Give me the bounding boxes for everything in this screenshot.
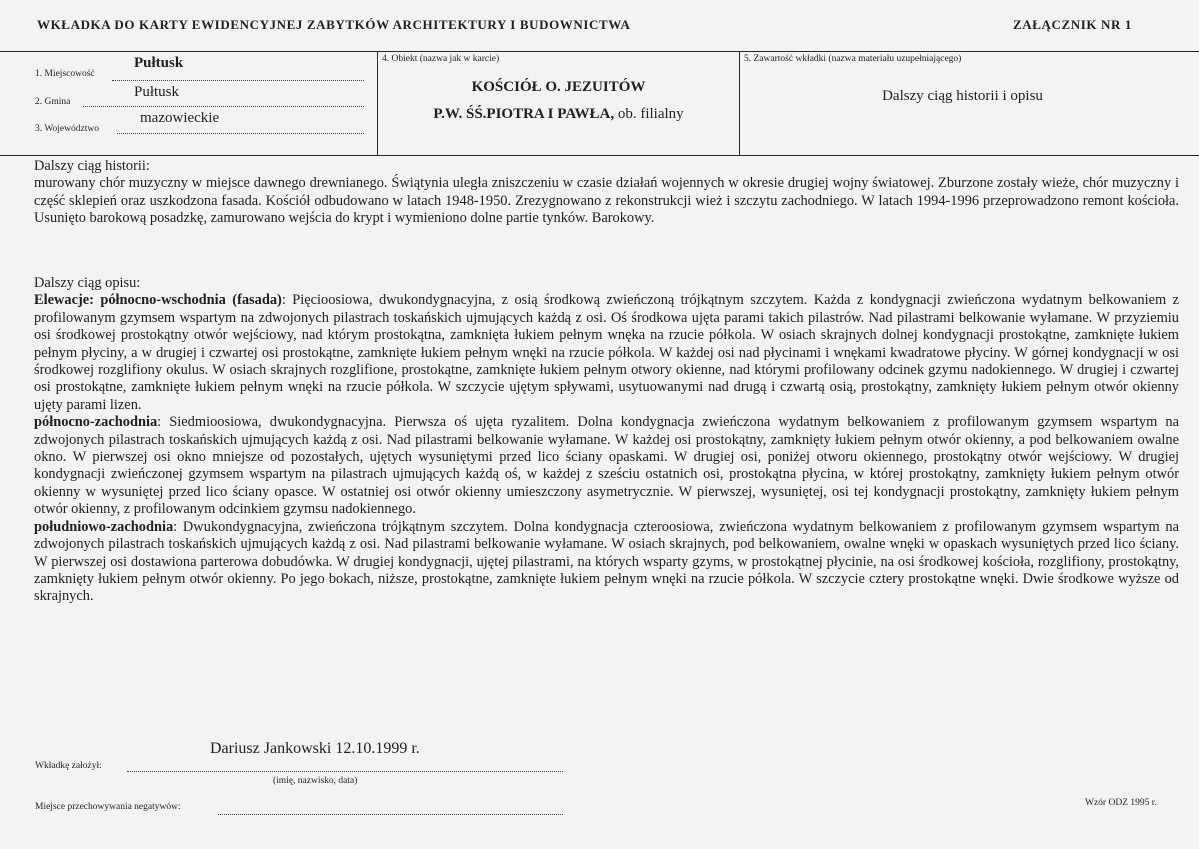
- description-paragraph-3: [34, 519, 1179, 606]
- object-name-line2: P.W. ŚŚ.PIOTRA I PAWŁA,: [433, 106, 615, 122]
- object-name-line2-wrap: [378, 106, 739, 123]
- object-status: ob. filialny: [614, 106, 684, 122]
- object-name-line1: KOŚCIÓŁ O. JEZUITÓW: [471, 79, 646, 95]
- object-label: 4. Obiekt (nazwa jak w karcie): [382, 54, 500, 64]
- description-heading: Dalszy ciąg opisu:: [34, 275, 141, 291]
- description-paragraph-1: [34, 292, 1179, 414]
- city-value: Pułtusk: [134, 55, 184, 71]
- province-dotted-line: [117, 133, 364, 134]
- description-paragraph-2: [34, 414, 1179, 518]
- contents-value: Dalszy ciąg historii i opisu: [882, 88, 1043, 104]
- elevation-text-nw: : Siedmioosiowa, dwukondygnacyjna. Pierwsza oś ujęta ryzalitem. Dolna kondygnacja zwieńczona wydatnym belkowaniem z profilowanym gzymsem wspartym na zdwojonych pilastrach toskańskich ujmujących każdą z osi. Nad pilastrami belkowanie wyłamane. W każdej osi prostokątny, zamknięty łukiem pełnym otwór okienny, a pod belkowaniem owalne okno. W pierwszej osi okno mniejsze od pozostałych, ujętych wysuniętymi przed lico ściany opaskami. W drugiej osi, poniżej otworu okiennego, prostokątny otwór wejściowy. W drugiej kondygnacji zwieńczonej gzymsem wspartym na pilastrach ujmujących każdą oś, w każdej z sześciu ostatnich osi, prostokątna płycina, w której prostokątny, zamknięty łukiem pełnym otwór okienny w wysuniętej przed lico ściany opasce. W ostatniej osi otwór okienny umieszczony asymetrycznie. W pierwszej, wysuniętej, osi tej kondygnacji prostokątny, zamknięty łukiem pełnym otwór okienny, z profilowanym odcinkiem gzymsu nadokiennego.: [34, 414, 1179, 518]
- attachment-number: ZAŁĄCZNIK NR 1: [1013, 17, 1132, 32]
- author-value: Dariusz Jankowski 12.10.1999 r.: [210, 740, 420, 757]
- province-label: 3. Województwo: [35, 124, 99, 134]
- elevation-heading-nw: północno-zachodnia: [34, 414, 158, 431]
- history-text: murowany chór muzyczny w miejsce dawnego drewnianego. Świątynia uległa zniszczeniu w czasie działań wojennych w okresie drugiej wojny światowej. Zburzone zostały wieże, chór muzyczny i część sklepień oraz uszkodzona fasada. Kościół odbudowano w latach 1948-1950. Zrezygnowano z rekonstrukcji wież i szczytu zachodniego. W latach 1994-1996 przeprowadzono remont kościoła. Usunięto barokową posadzkę, zamurowano wejścia do krypt i wymieniono dolne partie tynków. Barokowy.: [34, 175, 1179, 227]
- commune-label: 2. Gmina: [35, 97, 71, 107]
- city-label: 1. Miejscowość: [35, 69, 95, 79]
- document-title: WKŁADKA DO KARTY EWIDENCYJNEJ ZABYTKÓW ARCHITEKTURY I BUDOWNICTWA: [37, 17, 631, 32]
- elevation-text-ne: : Pięcioosiowa, dwukondygnacyjna, z osią środkową zwieńczoną trójkątnym szczytem. Każda z kondygnacji zwieńczona wydatnym belkowaniem z profilowanym gzymsem wspartym na zdwojonych pilastrach toskańskich ujmujących każdą z osi. Oś środkowa ujęta parami takich pilastrów. Nad pilastrami belkowanie wyłamane. W przyziemiu osi środkowej prostokątny otwór wejściowy, nad którym prostokątna, zamknięta łukiem pełnym wnęka na rzucie półkola. W osiach skrajnych dolnej kondygnacji prostokątne, zamknięte łukiem pełnym płyciny, a w drugiej i czwartej osi prostokątne, zamknięte łukiem pełnym wnęki na rzucie półkola. W każdej osi nad płycinami i wnękami kwadratowe płyciny. W górnej kondygnacji w osi środkowej rozglifiony okulus. W osiach skrajnych rozglifione, prostokątne, zamknięte łukiem pełnym otwory okienne, nad którymi profilowany odcinek gzymu nadokiennego. W drugiej i czwartej osi prostokątne, zamknięte łukiem pełnym wnęki na rzucie półkola. W szczycie ujętym spływami, usytuowanymi nad drugą i czwartą osią, prostokątny, zamknięty łukiem pełnym otwór okienny ujęty parami lizen.: [34, 292, 1179, 413]
- box-divider-1: [377, 51, 378, 155]
- province-value: mazowieckie: [140, 110, 220, 126]
- history-heading: Dalszy ciąg historii:: [34, 158, 150, 174]
- elevation-heading-sw: południowo-zachodnia: [34, 518, 174, 535]
- commune-dotted-line: [83, 106, 364, 107]
- contents-label: 5. Zawartość wkładki (nazwa materiału uzupełniającego): [744, 54, 962, 64]
- history-section: [34, 158, 1179, 228]
- author-hint: (imię, nazwisko, data): [273, 776, 358, 786]
- commune-value: Pułtusk: [134, 84, 180, 100]
- box-top-rule: [0, 51, 1199, 52]
- author-dotted-line: [127, 771, 563, 772]
- city-dotted-line: [112, 80, 364, 81]
- negatives-label: Miejsce przechowywania negatywów:: [35, 802, 181, 812]
- description-section: [34, 275, 1179, 606]
- negatives-dotted-line: [218, 814, 563, 815]
- author-label: Wkładkę założył:: [35, 761, 102, 771]
- elevation-text-sw: : Dwukondygnacyjna, zwieńczona trójkątnym szczytem. Dolna kondygnacja czteroosiowa, zwieńczona wydatnym belkowaniem z profilowanym gzymsem wspartym na zdwojonych pilastrach toskańskich ujmujących każdą z osi. Nad pilastrami belkowanie wyłamane. W osiach skrajnych, pod belkowaniem, owalne wnęki w opaskach wysuniętych przed lico ściany. W pierwszej osi dostawiona parterowa dobudówka. W drugiej kondygnacji, ujętej pilastrami, na których wsparty gzyms, w prostokątnej płycinie, na osi środkowej kościoła, rozglifiony, prostokątny, zamknięty łukiem pełnym otwór okienny. Po jego bokach, niższe, prostokątne, zamknięte łukiem pełnym wnęki na rzucie półkola. W szczycie cztery prostokątne wnęki. Dwie środkowe wyższe od skrajnych.: [34, 518, 1179, 605]
- box-bottom-rule: [0, 155, 1199, 156]
- elevation-heading-ne: Elewacje: północno-wschodnia (fasada): [34, 292, 282, 309]
- template-version: Wzór ODZ 1995 r.: [1085, 798, 1157, 808]
